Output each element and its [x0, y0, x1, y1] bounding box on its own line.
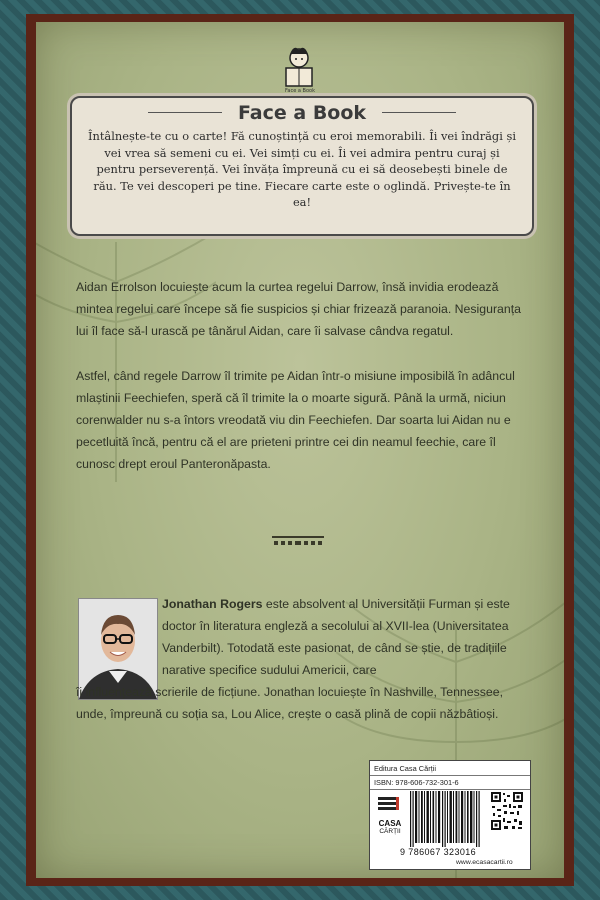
blurb-paragraph-2: Astfel, când regele Darrow îl trimite pe Aidan într-o misiune imposibilă în adâncul mlaștinii Feechiefen, speră că îl trimite la o moarte sigură. Până la urmă, niciun corenwalder nu s-a întors vreodată viu din Feechiefen. Dar soarta lui Aidan nu e pecetluită încă, pentru că el are prieteni printre cei din neamul feechie, care îl cunosc drept eroul Panteronăpasta. — [76, 369, 515, 471]
logo-text: Face a Book — [285, 88, 315, 94]
barcode-number: 9 786067 323016 — [400, 847, 477, 857]
book-stack-icon — [374, 795, 406, 815]
author-bio-part-1 — [162, 593, 532, 681]
publisher-website: www.ecasacartii.ro — [456, 859, 513, 866]
publisher-name: Editura Casa Cărții — [374, 764, 437, 773]
separator — [370, 775, 530, 776]
series-card — [70, 96, 534, 236]
logo-word-cartii: CĂRȚII — [379, 828, 401, 835]
publisher-barcode-box — [369, 760, 531, 870]
barcode-icon — [408, 791, 484, 847]
author-bio-part-2: îi influențează scrierile de ficțiune. Jonathan locuiește în Nashville, Tennessee, unde, împreună cu soția sa, Lou Alice, crește o casă plină de copii năzbâtioși. — [76, 685, 503, 721]
logo-word-casa: CASA — [378, 819, 402, 828]
qr-code-icon — [490, 791, 524, 831]
isbn-line: ISBN: 978-606-732-301-6 — [374, 778, 459, 787]
separator — [370, 789, 530, 790]
casa-cartii-logo — [374, 795, 406, 839]
series-title: Face a Book — [237, 102, 367, 124]
author-bio-text-1: este absolvent al Universității Furman și este doctor în literatura engleză a secolului al XVII-lea (Universitatea Vanderbilt). Totodată este pasionat, de când se știe, de tradițiile narative specifice sudului Americii, care — [162, 597, 510, 677]
series-tagline: Întâlnește-te cu o carte! Fă cunoștință cu eroi memorabili. Îi vei îndrăgi și vei vrea să semeni cu ei. Vei simți cu ei. Îi vei admira pentru curaj și pentru perseverență. Vei învăța împreună cu ei să deosebești binele de rău. Te vei descoperi pe tine. Fiecare carte este o oglindă. Privește-te în ea! — [88, 129, 516, 209]
author-name: Jonathan Rogers — [162, 597, 263, 611]
blurb-paragraph-1: Aidan Errolson locuiește acum la curtea regelui Darrow, însă invidia erodează mintea regelui care începe să fie suspicios și chiar frizează paranoia. Nesiguranța lui îl face să-l urască pe tânărul Aidan, care îi salvase cândva regatul. — [76, 280, 521, 338]
ornament-divider-icon — [272, 536, 324, 546]
